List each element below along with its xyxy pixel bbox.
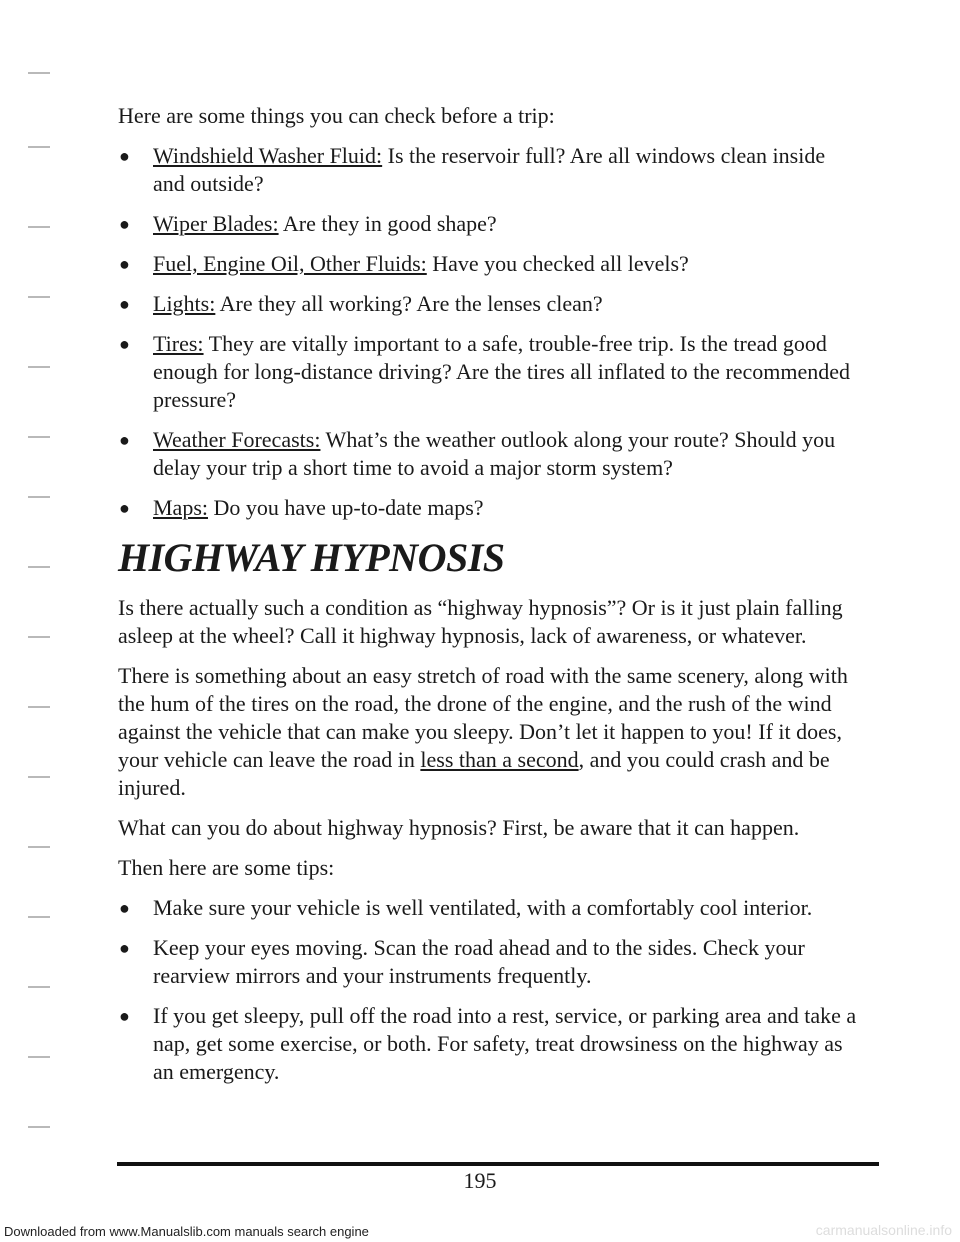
bullet-icon: ● [119,498,130,518]
page-content [118,102,858,1098]
checklist-text: Are they in good shape? [278,211,497,236]
checklist-term: Tires: [153,331,204,356]
paragraph-3: What can you do about highway hypnosis? First, be aware that it can happen. [118,815,800,840]
checklist-term: Fuel, Engine Oil, Other Fluids: [153,251,427,276]
checklist-item [118,426,858,482]
tip-text: If you get sleepy, pull off the road into a rest, service, or parking area and take a nap, get some exercise, or both. For safety, treat drowsiness on the highway as an emergency. [153,1003,857,1084]
checklist-item [118,290,858,318]
paragraph-1: Is there actually such a condition as “highway hypnosis”? Or is it just plain falling asleep at the wheel? Call it highway hypnosis, lack of awareness, or whatever. [118,595,843,648]
checklist-text: Is the reservoir full? Are all windows clean inside and outside? [153,143,826,196]
emphasis-less-than-a-second: less than a second [420,747,579,772]
margin-tick [28,706,50,708]
checklist-text: Have you checked all levels? [426,251,689,276]
bullet-icon: ● [119,430,130,450]
margin-tick [28,1056,50,1058]
margin-ticks [28,0,52,1242]
checklist-text: They are vitally important to a safe, trouble-free trip. Is the tread good enough for long-distance driving? Are the tires all inflated to the recommended pressure? [153,331,851,412]
intro-text: Here are some things you can check before a trip: [118,103,555,128]
margin-tick [28,636,50,638]
tip-text: Make sure your vehicle is well ventilated, with a comfortably cool interior. [153,895,813,920]
checklist-text: Are they all working? Are the lenses clean? [215,291,603,316]
checklist-item [118,210,858,238]
margin-tick [28,566,50,568]
bullet-icon: ● [119,214,130,234]
checklist-term: Weather Forecasts: [153,427,321,452]
checklist-term: Lights: [153,291,216,316]
section-heading: HIGHWAY HYPNOSIS [118,535,505,580]
checklist-item [118,330,858,414]
bullet-icon: ● [119,254,130,274]
checklist-item [118,142,858,198]
checklist-term: Wiper Blades: [153,211,279,236]
bullet-icon: ● [119,334,130,354]
footer-watermark: carmanualsonline.info [815,1222,952,1238]
tip-text: Keep your eyes moving. Scan the road ahead and to the sides. Check your rearview mirrors and your instruments frequently. [153,935,805,988]
page-number: 195 [463,1168,497,1193]
tip-item [118,934,858,990]
footer-source-text[interactable]: Downloaded from www.Manualslib.com manuals search engine [4,1224,369,1239]
bullet-icon: ● [119,938,130,958]
margin-tick [28,496,50,498]
checklist-text: What’s the weather outlook along your route? Should you delay your trip a short time to avoid a major storm system? [153,427,836,480]
tip-item [118,1002,858,1086]
download-footer [0,1222,960,1242]
margin-tick [28,436,50,438]
paragraph-4: Then here are some tips: [118,855,335,880]
checklist-item [118,494,858,522]
margin-tick [28,72,50,74]
margin-tick [28,296,50,298]
margin-tick [28,1126,50,1128]
tip-item [118,894,858,922]
footer-rule [117,1162,879,1166]
paragraph-2-text-end: , and you could crash and be injured. [118,747,830,800]
checklist-text: Do you have up-to-date maps? [208,495,484,520]
margin-tick [28,226,50,228]
trip-checklist [118,142,858,522]
paragraph-2 [118,662,858,802]
checklist-term: Windshield Washer Fluid: [153,143,383,168]
checklist-term: Maps: [153,495,208,520]
bullet-icon: ● [119,1006,130,1026]
bullet-icon: ● [119,146,130,166]
bullet-icon: ● [119,898,130,918]
margin-tick [28,986,50,988]
bullet-icon: ● [119,294,130,314]
margin-tick [28,776,50,778]
margin-tick [28,916,50,918]
tips-list [118,894,858,1086]
margin-tick [28,846,50,848]
paragraph-2-text: There is something about an easy stretch of road with the same scenery, along with the hum of the tires on the road, the drone of the engine, and the rush of the wind against the vehicle that can make you sleepy. Don’t let it happen to you! If it does, your vehicle can leave the road in [118,663,848,772]
margin-tick [28,366,50,368]
margin-tick [28,146,50,148]
checklist-item [118,250,858,278]
